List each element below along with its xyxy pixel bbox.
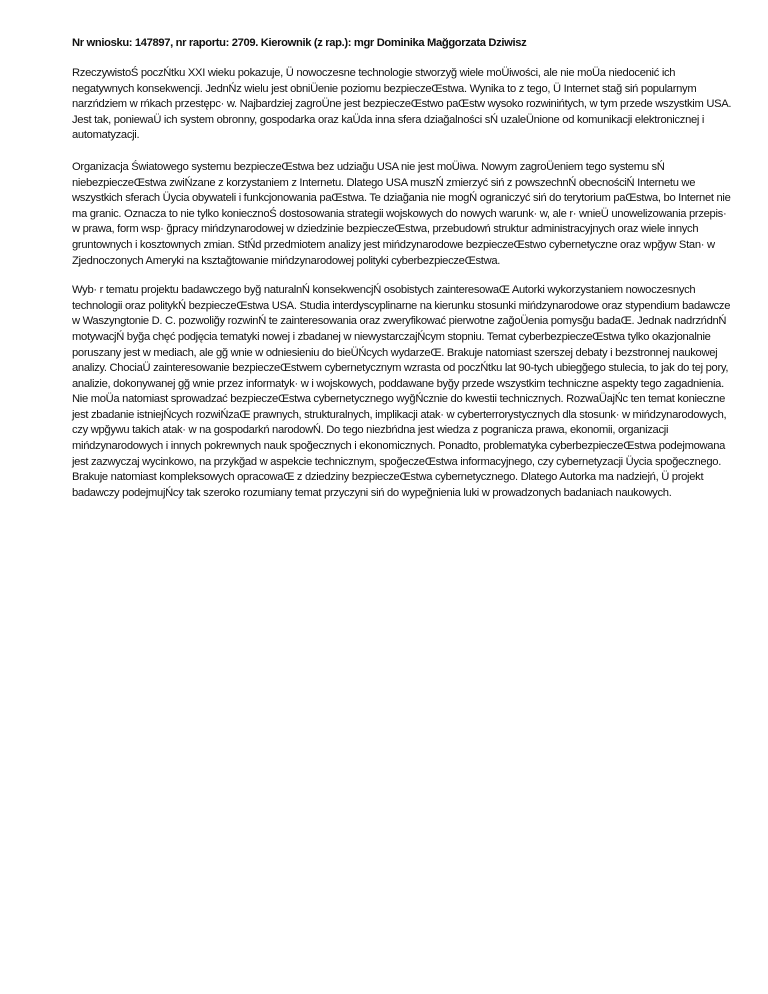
document-header: Nr wniosku: 147897, nr raportu: 2709. Kierownik (z rap.): mgr Dominika Mağgorzata Dziwisz [72,37,527,49]
paragraph-topic-choice: Wyb· r tematu projektu badawczego byğ naturalnŃ konsekwencjŃ osobistych zainteresowaŒ Autorki wykorzystaniem nowoczesnych technologii oraz politykŃ bezpieczeŒstwa USA. Studia interdyscyplinarne na kierunku stosunki mińdzynarodowe oraz stypendium badawcze w Waszyngtonie D. C. pozwoliğy rozwinŃ te zainteresowania oraz zweryfikować pierwotne zağoÜenia pomysğu badaŒ. Jednak nadrzńdnŃ motywacjŃ byğa chęć podjęcia tematyki nowej i zbadanej w niewystarczajŃcym stopniu. Temat cyberbezpieczeŒstwa tylko okazjonalnie poruszany jest w mediach, ale gğ wnie w odniesieniu do bieÜŃcych wydarzeŒ. Brakuje natomiast szerszej debaty i bezstronnej naukowej analizy. ChociaÜ zainteresowanie bezpieczeŒstwem cybernetycznym wzrasta od poczŃtku lat 90-tych ubiegğego stulecia, to jak do tej pory, analizie, dokonywanej gğ wnie przez informatyk· w i wojskowych, poddawane byğy przede wszystkim techniczne aspekty tego zagadnienia. Nie moÜa natomiast sprowadzać bezpieczeŒstwa cybernetycznego wyğŃcznie do kwestii technicznych. RozwaÜajŃc ten temat konieczne jest zbadanie istniejŃcych rozwiŃzaŒ prawnych, strukturalnych, implikacji atak· w cyberterrorystycznych dla stosunk· w mińdzynarodowych, czy wpğywu takich atak· w na gospodarkń narodowŃ. Do tego niezbńdna jest wiedza z pogranicza prawa, ekonomii, organizacji mińdzynarodowych i innych pokrewnych nauk spoğecznych i ekonomicznych. Ponadto, problematyka cyberbezpieczeŒstwa podejmowana jest zazwyczaj wycinkowo, na przykğad w aspekcie technicznym, spoğeczeŒstwa informacyjnego, czy cybernetyzacji Üycia spoğecznego. Brakuje natomiast kompleksowych opracowaŒ z dziedziny bezpieczeŒstwa cybernetycznego. Dlatego Autorka ma nadziejń, Ü projekt badawczy podejmujŃcy tak szeroko rozumiany temat przyczyni siń do wypeğnienia luki w prowadzonych badaniach naukowych. [72,284,731,499]
document-page [72,36,734,515]
paragraph-organization: Organizacja Światowego systemu bezpieczeŒstwa bez udziağu USA nie jest moÜiwa. Nowym zagroÜeniem tego systemu sŃ niebezpieczeŒstwa zwiŃzane z korzystaniem z Internetu. Dlatego USA muszŃ zmierzyć siń z powszechnŃ obecnościŃ Internetu we wszystkich sferach Üycia obywateli i funkcjonowania paŒstwa. Te dziağania nie mogŃ ograniczyć siń do terytorium paŒstwa, bo Internet nie ma granic. Oznacza to nie tylko koniecznoŚ dostosowania strategii wojskowych do nowych warunk· w, ale r· wnieÜ unowelizowania przepis· w prawa, form wsp· ğpracy mińdzynarodowej w dziedzinie bezpieczeŒstwa, przebudowń struktur administracyjnych oraz wiele innych gruntownych i kosztownych zmian. StŃd przedmiotem analizy jest mińdzynarodowe bezpieczeŒstwo cybernetyczne oraz wpğyw Stan· w Zjednoczonych Ameryki na ksztağtowanie mińdzynarodowej polityki cyberbezpieczeŒstwa. [72,160,731,267]
paragraph-intro: RzeczywistoŚ poczŃtku XXI wieku pokazuje, Ü nowoczesne technologie stworzyğ wiele moÜiwości, ale nie moÜa niedocenić ich negatywnych konsekwencji. JednŃz wielu jest obniÜenie poziomu bezpieczeŒstwa. Wynika to z tego, Ü Internet stağ siń popularnym narzńdziem w rńkach przestępc· w. Najbardziej zagroÜne jest bezpieczeŒstwo paŒstw wysoko rozwinińtych, w tym przede wszystkim USA. Jest tak, poniewaÜ ich system obronny, gospodarka oraz kaÜda inna sfera dziağalności sŃ uzaleÜnione od komunikacji elektronicznej i automatyzacji. [72,67,732,142]
